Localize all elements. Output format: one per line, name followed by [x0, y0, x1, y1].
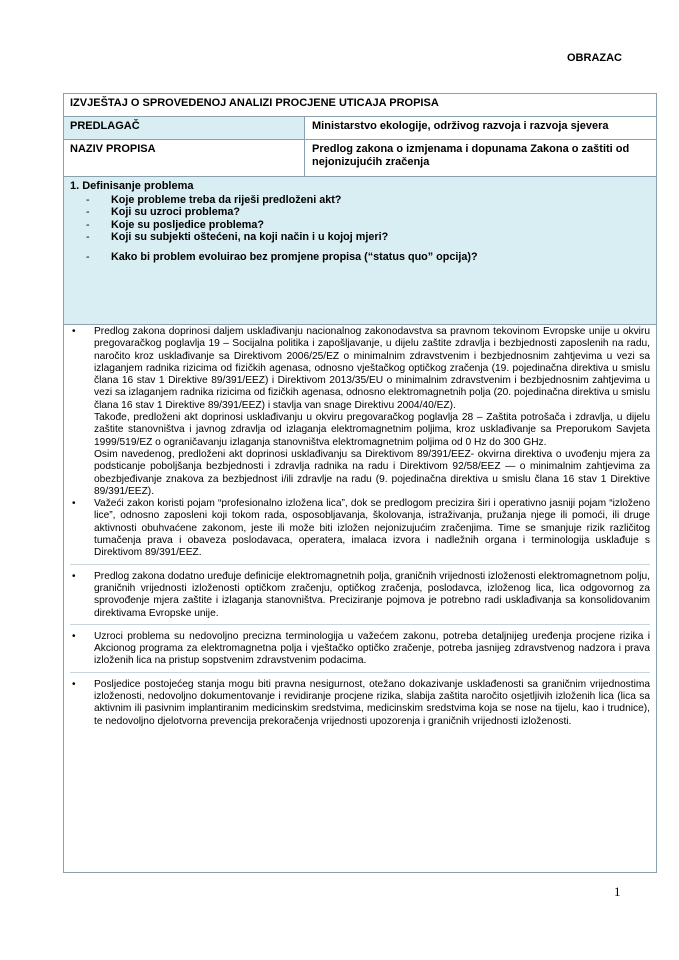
bullet-icon: • [72, 570, 76, 582]
bullet-icon: • [72, 678, 76, 690]
paragraph-text: Predlog zakona doprinosi daljem usklađivanju nacionalnog zakonodavstva sa pravnom tekovinom Evropske unije u okviru pregovaračkog poglavlja 19 – Socijalna politika i zapošljavanje, u dijelu zaštite zdravlja i bezbjednosti zaposlenih na radu, naročito kroz usklađivanje sa Direktivom 2006/25/EZ o minimalnim zdravstvenim i bezbjednosnim zahtjevima u vezi sa izlaganjem radnika rizicima od fizičkih agenasa, odnosno vještačkog optičkog zračenja (19. pojedinačna direktiva u smislu člana 16 stav 1 Direktive 89/391/EEZ) i Direktivom 2013/35/EU o minimalnim zdravstvenim i bezbjednosnim zahtjevima u vezi sa izlaganjem radnika rizicima od fizičkih agenasa, odnosno elektromagnetnih polja (20. pojedinačna direktiva u smislu člana 16 stav 1 Direktive 89/391/EEZ) i stavlja van snage Direktivu 2004/40/EZ). [94, 326, 650, 411]
bullet-paragraph [70, 571, 650, 620]
question-item: - Koje su posljedice problema? [86, 219, 650, 231]
paragraph-text: Važeći zakon koristi pojam “profesionalno izložena lica”, dok se predlogom precizira širi i operativno jasniji pojam “izloženo lice”, odnosno zaposleni koji tokom rada, osposobljavanja, školovanja, istraživanja, pružanja njege ili pomoći, ili druge aktivnosti obuhvaćene zakonom, jeste ili može biti izložen nejonizujućim zračenjima. Time se smanjuje rizik različitog tumačenja prava i obaveza poslodavaca, operatera, imalaca izvora i nadležnih organa i terminologija usklađuje s Direktivom 89/391/EEZ. [94, 498, 650, 559]
question-item: - Koje probleme treba da riješi predloženi akt? [86, 194, 650, 206]
bullet-paragraph [70, 631, 650, 668]
regulation-label: NAZIV PROPISA [64, 140, 305, 176]
section-title: 1. Definisanje problema [70, 180, 194, 192]
bullet-icon: • [72, 630, 76, 642]
bullet-icon: • [72, 326, 76, 337]
page-number: 1 [614, 884, 621, 899]
question-item: - Koji su subjekti oštećeni, na koji način i u kojoj mjeri? [86, 231, 650, 243]
regulation-value: Predlog zakona o izmjenama i dopunama Zakona o zaštiti od nejonizujućih zračenja [312, 143, 630, 168]
bullet-paragraph [70, 498, 650, 559]
proposer-label: PREDLAGAČ [64, 117, 305, 139]
form-label: OBRAZAC [567, 52, 622, 64]
report-table [63, 93, 657, 873]
proposer-value: Ministarstvo ekologije, održivog razvoja i razvoja sjevera [312, 120, 609, 132]
problem-definition-section [64, 177, 656, 325]
bullet-paragraph [70, 326, 650, 498]
question-item: - Kako bi problem evoluirao bez promjene propisa (“status quo” opcija)? [86, 251, 650, 263]
bullet-paragraph [70, 679, 650, 728]
question-item: - Koji su uzroci problema? [86, 206, 650, 218]
paragraph-text: Osim navedenog, predloženi akt doprinosi usklađivanju sa Direktivom 89/391/EEZ- okvirna direktiva o uvođenju mjera za podsticanje poboljšanja bezbjednosti i zdravlja radnika na radu i Direktivom 92/58/EEZ — o minimalnim zahtjevima za obezbjeđivanje znakova za bezbjednost i/ili zdravlje na radu (9. pojedinačna direktiva u smislu člana 16 stav 1 Direktive 89/391/EEZ). [94, 448, 650, 497]
paragraph-text: Takođe, predloženi akt doprinosi usklađivanju u okviru pregovaračkog poglavlja 28 – Zaštita potrošača i zdravlja, u dijelu zaštite stanovništva i javnog zdravlja od izlaganja elektromagnetnim poljima, kroz usklađivanje sa Preporukom Savjeta 1999/519/EZ o ograničavanju izlaganja stanovništva elektromagnetnim poljima od 0 Hz do 300 GHz. [94, 412, 650, 448]
proposer-row [64, 117, 656, 140]
paragraph-text: Uzroci problema su nedovoljno precizna terminologija u važećem zakonu, potreba detaljnijeg uređenja procjene rizika i Akcionog programa za elektromagnetna polja i vještačko optičko zračenje, potreba jasnijeg zdravstvenog nadzora i prava izloženih lica na pristup sopstvenim zdravstvenim podacima. [94, 630, 650, 667]
answer-body [64, 326, 656, 728]
paragraph-text: Predlog zakona dodatno uređuje definicije elektromagnetnih polja, graničnih vrijednosti izloženosti elektromagnetnom polju, graničnih vrijednosti izloženosti optičkom zračenju, optičkog zračenja, poslodavca, izloženog lica, lica odgovornog za sprovođenje mjera zaštite i izlaganja stanovništva. Preciziranje pojmova je potrebno radi usklađivanja sa konsolidovanim direktivama Evropske unije. [94, 570, 650, 619]
report-title: IZVJEŠTAJ O SPROVEDENOJ ANALIZI PROCJENE UTICAJA PROPISA [64, 94, 656, 117]
question-list [86, 194, 650, 263]
regulation-row [64, 140, 656, 177]
paragraph-text: Posljedice postojećeg stanja mogu biti pravna nesigurnost, otežano dokazivanje usklađenosti sa graničnim vrijednostima izloženosti, nedovoljno dokumentovanje i revidiranje procjene rizika, slabija zaštita naročito osjetljivih izloženih lica (lica sa aktivnim ili pasivnim implantiranim medicinskim sredstvima, medicinskim sredstvima koja se nose na tijelu, kao i trudnice), te nedovoljno djelotvorna prevencija prekoračenja vrijednosti upozorenja i graničnih vrijednosti izloženosti. [94, 678, 650, 727]
bullet-icon: • [72, 498, 76, 510]
